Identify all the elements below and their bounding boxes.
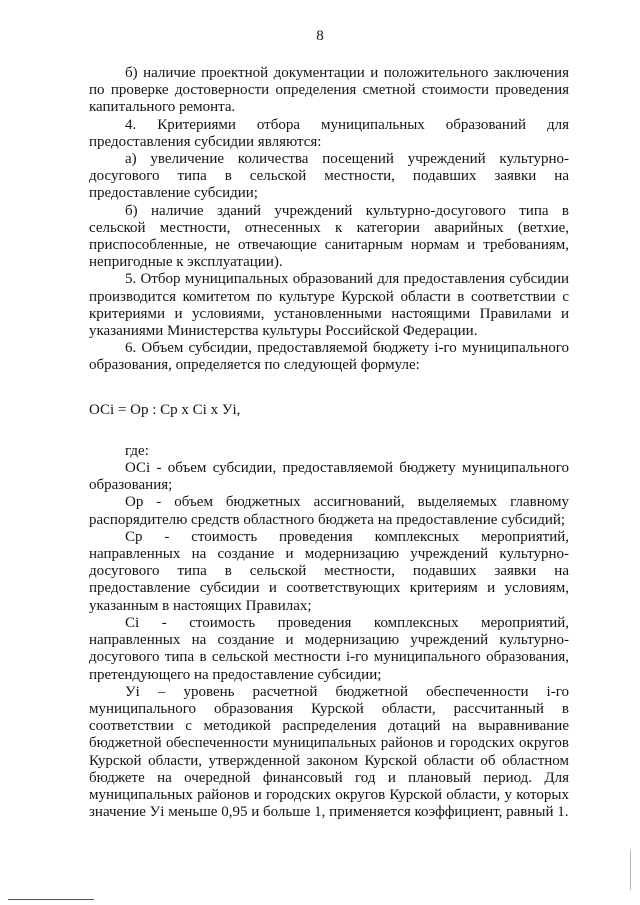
paragraph-1: б) наличие проектной документации и положительного заключения по проверке достоверности определения сметной стоимости проведения капитального ремонта. <box>89 65 569 116</box>
definition-sr: Ср - стоимость проведения комплексных мероприятий, направленных на создание и модернизацию учреждений культурно-досугового типа в сельской местности, подавших заявки на предоставление субсидии и соответствующих критериям и условиям, указанным в настоящих Правилах; <box>89 528 569 614</box>
definition-op: Ор - объем бюджетных ассигнований, выделяемых главному распорядителю средств областного бюджета на предоставление субсидий; <box>89 494 569 528</box>
footer-rule <box>8 899 94 900</box>
paragraph-formula-intro: 6. Объем субсидии, предоставляемой бюджету i-го муниципального образования, определяется по следующей формуле: <box>89 340 569 374</box>
definition-osi: ОСi - объем субсидии, предоставляемой бюджету муниципального образования; <box>89 460 569 494</box>
paragraph-criteria-heading: 4. Критериями отбора муниципальных образований для предоставления субсидии являются: <box>89 116 569 150</box>
margin-mark <box>630 850 631 890</box>
paragraph-selection: 5. Отбор муниципальных образований для предоставления субсидии производится комитетом по культуре Курской области в соответствии с критериями и условиями, установленными настоящими Правилами и указаниями Министерства культуры Российской Федерации. <box>89 271 569 340</box>
where-label: где: <box>125 442 149 459</box>
paragraph-criterion-b: б) наличие зданий учреждений культурно-досугового типа в сельской местности, отнесенных к категории аварийных (ветхие, приспособленные, не отвечающие санитарным нормам и требованиям, непригодные к эксплуатации). <box>89 202 569 271</box>
definition-si: Сi - стоимость проведения комплексных мероприятий, направленных на создание и модернизацию учреждений культурно-досугового типа в сельской местности i-го муниципального образования, претендующего на предоставление субсидии; <box>89 614 569 683</box>
document-body <box>89 65 569 821</box>
subsidy-formula: ОСi = Ор : Ср х Сi х Уi, <box>89 401 241 418</box>
definition-ui: Уi – уровень расчетной бюджетной обеспеченности i-го муниципального образования Курской области, рассчитанный в соответствии с методикой распределения дотаций на выравнивание бюджетной обеспеченности муниципальных районов и городских округов Курской области, утвержденной законом Курской области об областном бюджете на очередной финансовый год и плановый период. Для муниципальных районов и городских округов Курской области, у которых значение Уi меньше 0,95 и больше 1, применяется коэффициент, равный 1. <box>89 683 569 821</box>
paragraph-criterion-a: а) увеличение количества посещений учреждений культурно-досугового типа в сельской местности, подавших заявки на предоставление субсидии; <box>89 151 569 202</box>
page-number: 8 <box>316 28 324 44</box>
